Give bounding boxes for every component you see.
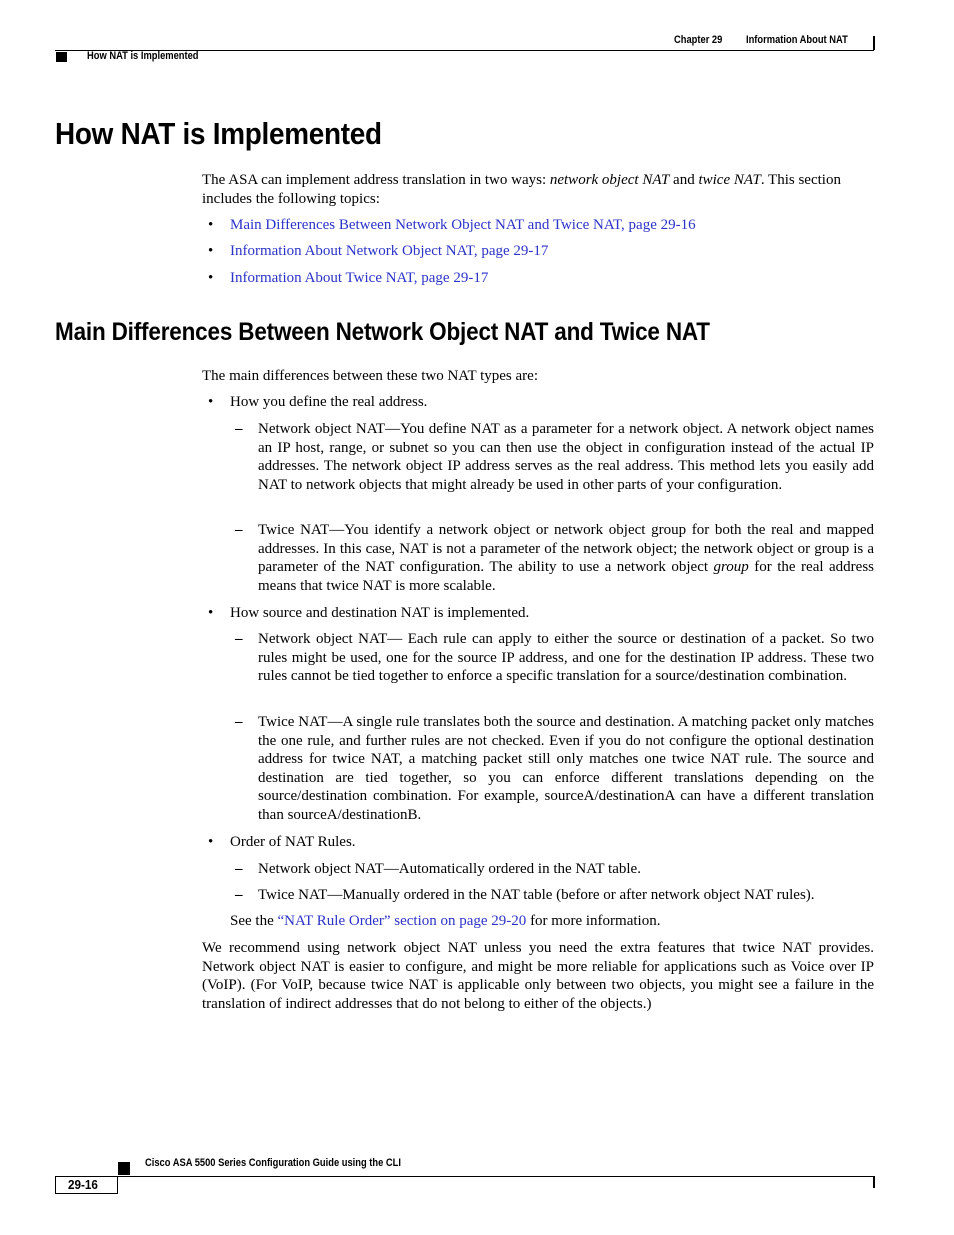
list-item: Network object NAT—You define NAT as a parameter for a network object. A network object names an IP host, range, or subnet so you can then use the object in configuration instead of the actual IP addresses. The network object IP address serves as the real address. This method lets you easily add NAT to network objects that might already be used in other parts of your configuration. (258, 421, 874, 493)
header-chapter: Chapter 29 (674, 34, 723, 46)
topic-link-network-object-nat[interactable]: Information About Network Object NAT, page 29-17 (230, 243, 549, 259)
header-left-marker (56, 52, 67, 62)
bullet-glyph: • (208, 243, 214, 259)
list-item: Network object NAT—Automatically ordered in the NAT table. (258, 861, 641, 877)
bullet-label-source-destination: How source and destination NAT is implemented. (230, 605, 530, 621)
bullet-glyph: • (208, 217, 214, 233)
bullet-glyph: • (208, 270, 214, 286)
dash-glyph: – (235, 421, 243, 437)
footer-rule (118, 1176, 874, 1177)
list-item-em-group: group (713, 559, 749, 576)
dash-glyph: – (235, 887, 243, 903)
bullet-label-rule-order: Order of NAT Rules. (230, 834, 356, 850)
bullet-label-real-address: How you define the real address. (230, 394, 428, 410)
section-title: Main Differences Between Network Object NAT and Twice NAT (55, 318, 710, 346)
page-number: 29-16 (68, 1177, 98, 1192)
list-item-text-post: for the real address means that twice NAT is more scalable. (258, 559, 875, 594)
bullet-glyph: • (208, 605, 214, 621)
section-intro: The main differences between these two NAT types are: (202, 368, 538, 384)
list-item: Twice NAT—Manually ordered in the NAT table (before or after network object NAT rules). (258, 887, 815, 903)
see-also (230, 912, 874, 931)
dash-glyph: – (235, 861, 243, 877)
header-section: How NAT is Implemented (87, 50, 199, 62)
bullet-glyph: • (208, 834, 214, 850)
intro-paragraph (202, 171, 874, 208)
see-also-pre: See the (230, 913, 278, 929)
topic-link-main-differences[interactable]: Main Differences Between Network Object NAT and Twice NAT, page 29-16 (230, 217, 696, 233)
list-item (258, 521, 874, 595)
see-also-post: for more information. (526, 913, 661, 929)
list-item: Network object NAT— Each rule can apply to either the source or destination of a packet. So two rules might be used, one for the source IP address, and one for the destination IP address. These two rules cannot be tied together to enforce a specific translation for a source/destination combination. (258, 631, 874, 685)
header-right-marker (873, 36, 875, 50)
list-item-text-pre: Twice NAT—You identify a network object or network object group for both the real and mapped addresses. In this case, NAT is not a parameter of the network object; the network object or group is a parameter of the NAT configuration. The ability to use a network object (258, 522, 874, 576)
dash-glyph: – (235, 714, 243, 730)
intro-text-mid: and (669, 172, 699, 188)
recommendation-paragraph: We recommend using network object NAT unless you need the extra features that twice NAT provides. Network object NAT is easier to configure, and might be more reliable for applications such as Voice over IP (VoIP). (For VoIP, because twice NAT is applicable only between two objects, you might see a failure in the translation of indirect addresses that do not belong to either of the objects.) (202, 940, 874, 1012)
intro-text-pre: The ASA can implement address translation in two ways: (202, 172, 550, 188)
intro-text-post: . This section includes the following topics: (202, 172, 841, 207)
dash-glyph: – (235, 631, 243, 647)
header-chapter-title: Information About NAT (746, 34, 848, 46)
intro-em-twice-nat: twice NAT (698, 172, 761, 188)
bullet-glyph: • (208, 394, 214, 410)
list-item: Twice NAT—A single rule translates both the source and destination. A matching packet only matches the one rule, and further rules are not checked. Even if you do not configure the optional destination address for twice NAT, a matching packet still only matches one twice NAT rule. The source and destination are tied together, so you can enforce different translations depending on the source/destination combination. For example, sourceA/destinationA can have a different translation than sourceA/destinationB. (258, 714, 874, 823)
footer-right-marker (873, 1176, 875, 1188)
dash-glyph: – (235, 522, 243, 538)
footer-marker (118, 1162, 130, 1175)
intro-em-network-object-nat: network object NAT (549, 172, 670, 188)
topic-link-twice-nat[interactable]: Information About Twice NAT, page 29-17 (230, 270, 489, 286)
nat-rule-order-link[interactable]: “NAT Rule Order” section on page 29-20 (277, 913, 527, 929)
page-title: How NAT is Implemented (55, 116, 382, 151)
footer-book-title: Cisco ASA 5500 Series Configuration Guide using the CLI (145, 1157, 401, 1169)
